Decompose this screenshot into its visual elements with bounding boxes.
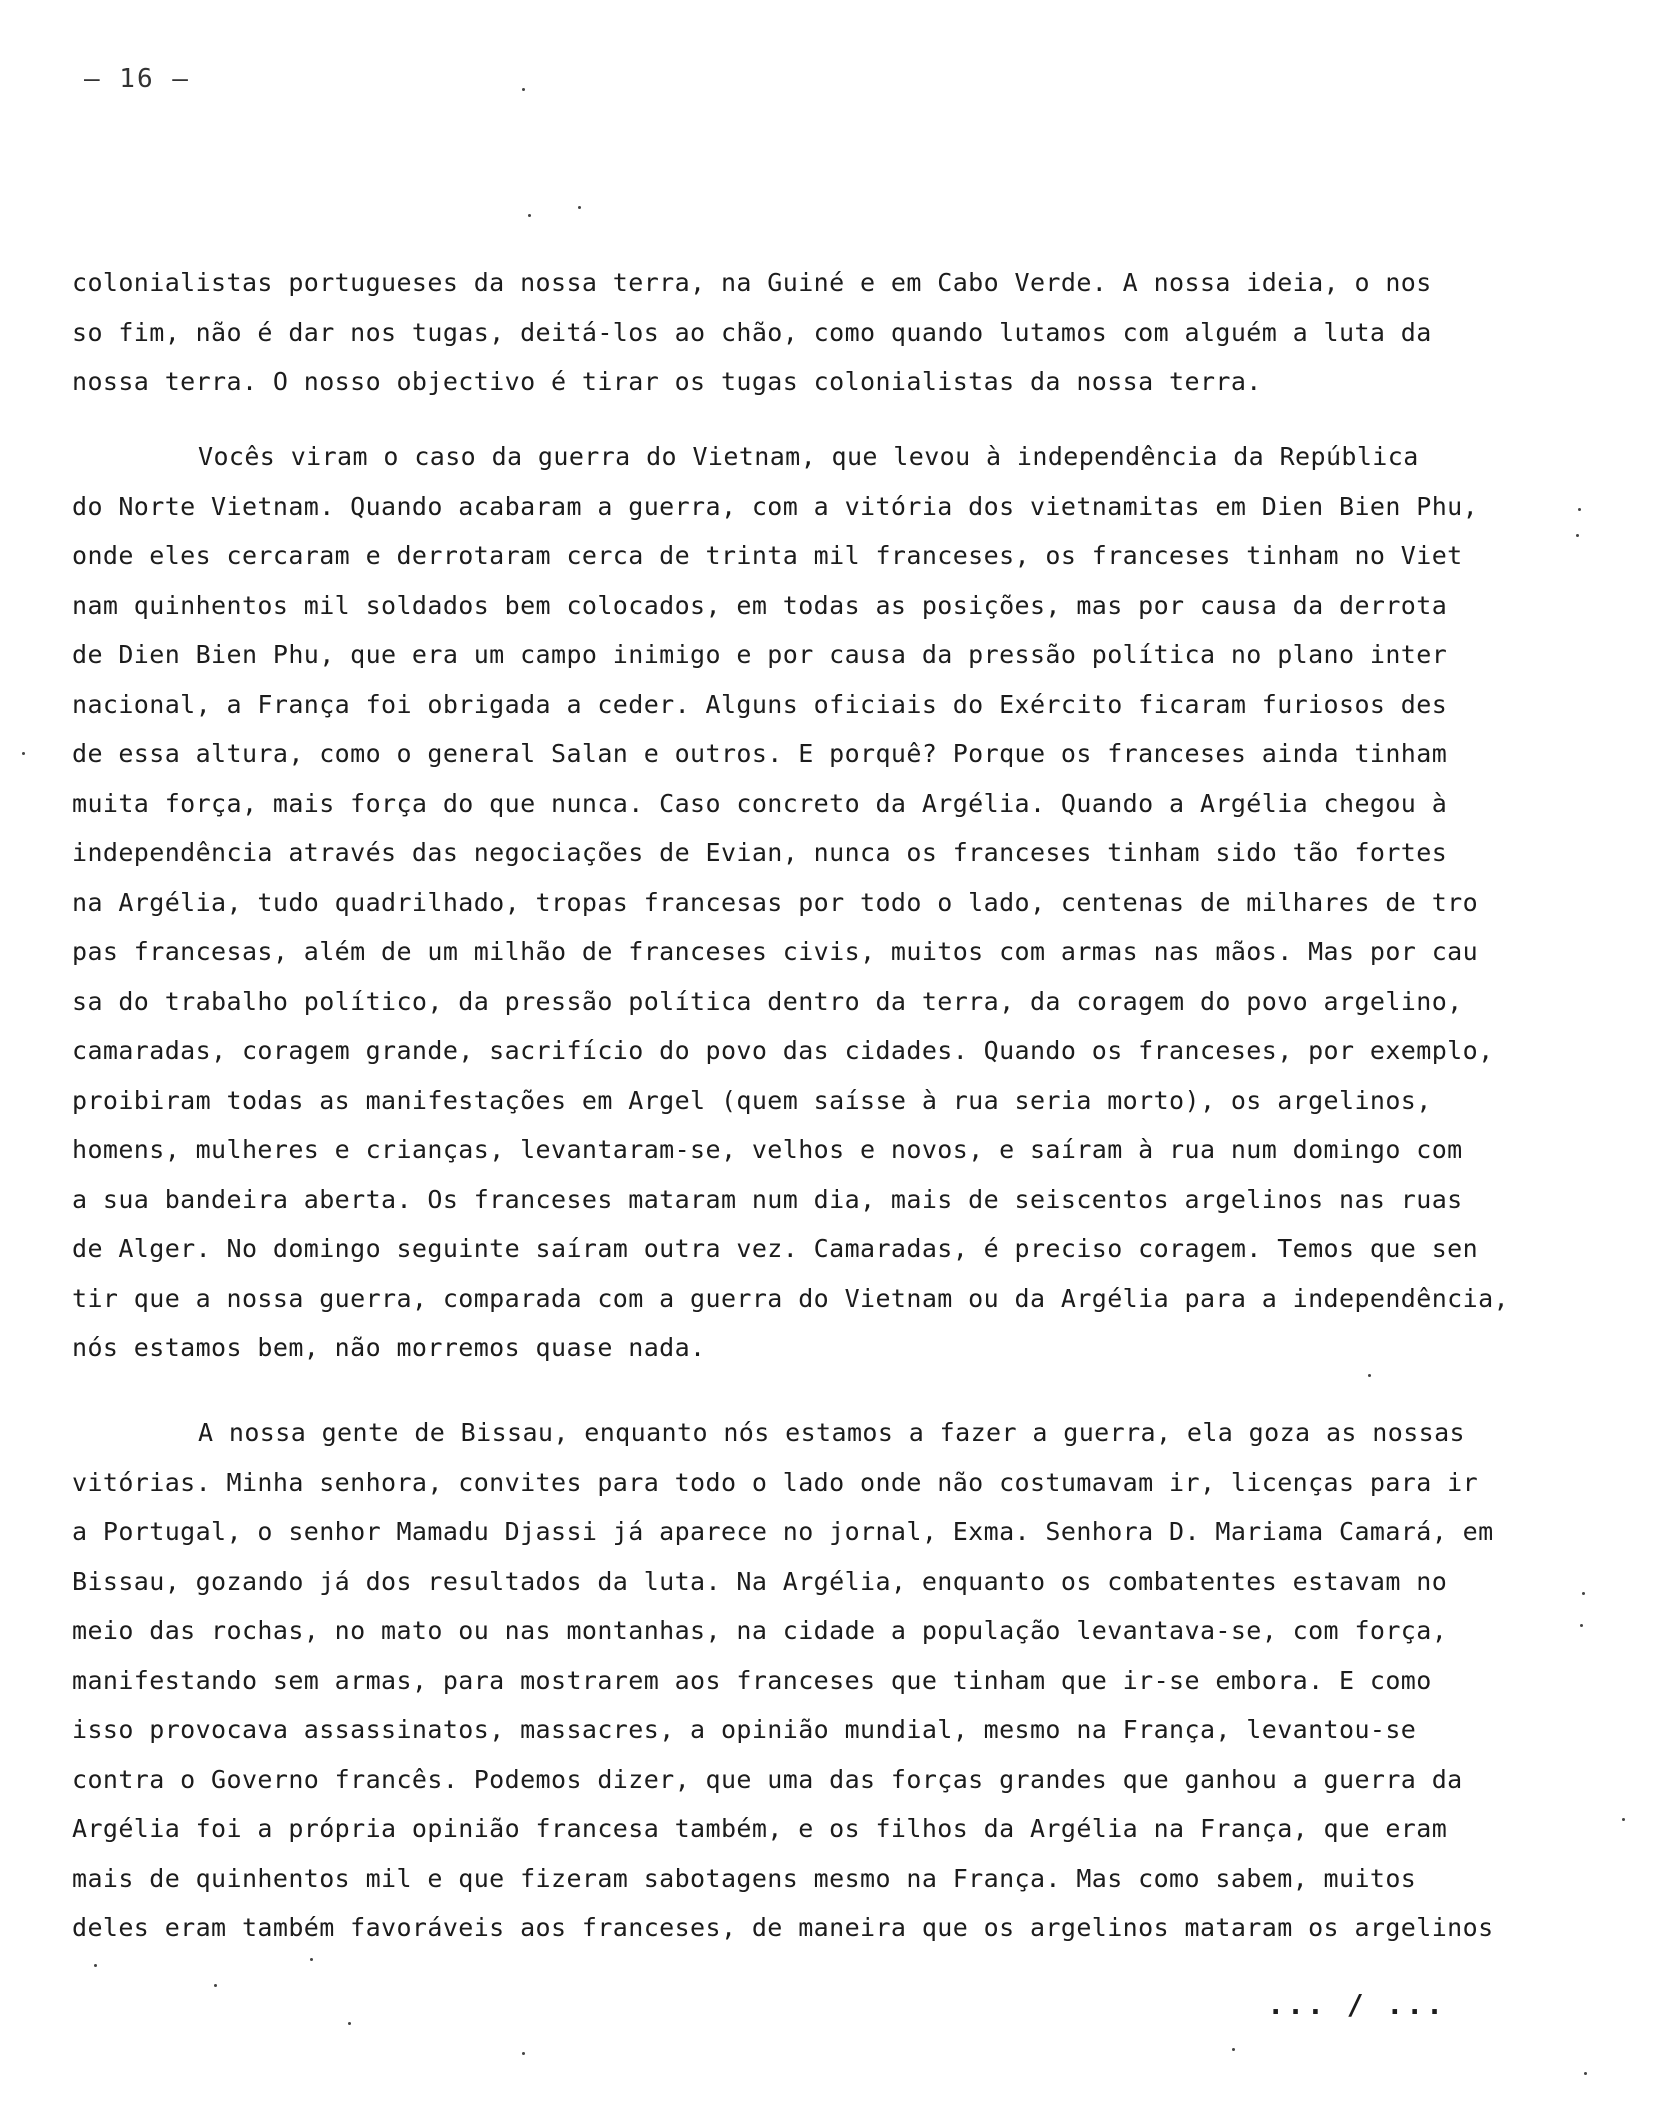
- paragraph-line: contra o Governo francês. Podemos dizer, que uma das forças grandes que ganhou a guerra da: [72, 1764, 1463, 1794]
- paragraph-line: vitórias. Minha senhora, convites para todo o lado onde não costumavam ir, licenças para ir: [72, 1467, 1479, 1497]
- paragraph-line: A nossa gente de Bissau, enquanto nós estamos a fazer a guerra, ela goza as nossas: [198, 1418, 1466, 1447]
- paragraph-line: tir que a nossa guerra, comparada com a guerra do Vietnam ou da Argélia para a independência,: [72, 1283, 1509, 1313]
- paragraph-line: do Norte Vietnam. Quando acabaram a guerra, com a vitória dos vietnamitas em Dien Bien Phu,: [72, 491, 1479, 521]
- scan-speck: [578, 206, 581, 209]
- scan-speck: [522, 2052, 525, 2055]
- paragraph-line: a Portugal, o senhor Mamadu Djassi já aparece no jornal, Exma. Senhora D. Mariama Camará, em: [72, 1517, 1494, 1546]
- scan-speck: [522, 88, 525, 91]
- paragraph-line: a sua bandeira aberta. Os franceses mataram num dia, mais de seiscentos argelinos nas ruas: [72, 1184, 1463, 1214]
- paragraph-line: nacional, a França foi obrigada a ceder. Alguns oficiais do Exército ficaram furiosos des: [72, 689, 1448, 719]
- scan-speck: [1584, 2072, 1587, 2075]
- scan-speck: [1580, 1624, 1583, 1627]
- page-number: – 16 –: [84, 64, 190, 94]
- paragraph-line: isso provocava assassinatos, massacres, a opinião mundial, mesmo na França, levantou-se: [72, 1715, 1417, 1744]
- paragraph-line: pas francesas, além de um milhão de franceses civis, muitos com armas nas mãos. Mas por cau: [72, 937, 1479, 966]
- scan-speck: [348, 2022, 351, 2025]
- paragraph-line: de Alger. No domingo seguinte saíram outra vez. Camaradas, é preciso coragem. Temos que sen: [72, 1234, 1479, 1263]
- paragraph-1: [72, 258, 1512, 407]
- paragraph-2: [72, 432, 1512, 1373]
- scan-speck: [310, 1958, 313, 1961]
- scan-speck: [1232, 2048, 1235, 2051]
- scan-speck: [528, 214, 531, 217]
- paragraph-line: camaradas, coragem grande, sacrifício do povo das cidades. Quando os franceses, por exemplo,: [72, 1036, 1494, 1065]
- paragraph-line: Bissau, gozando já dos resultados da luta. Na Argélia, enquanto os combatentes estavam no: [72, 1566, 1448, 1596]
- paragraph-3: [72, 1408, 1512, 1953]
- paragraph-line: meio das rochas, no mato ou nas montanhas, na cidade a população levantava-se, com força,: [72, 1616, 1448, 1645]
- paragraph-line: na Argélia, tudo quadrilhado, tropas francesas por todo o lado, centenas de milhares de tro: [72, 887, 1479, 917]
- paragraph-line: nam quinhentos mil soldados bem colocados, em todas as posições, mas por causa da derrota: [72, 590, 1448, 620]
- paragraph-line: sa do trabalho político, da pressão política dentro da terra, da coragem do povo argelino,: [72, 986, 1463, 1016]
- paragraph-line: Argélia foi a própria opinião francesa também, e os filhos da Argélia na França, que eram: [72, 1814, 1448, 1843]
- paragraph-line: onde eles cercaram e derrotaram cerca de trinta mil franceses, os franceses tinham no Viet: [72, 541, 1463, 570]
- scan-speck: [214, 1984, 217, 1987]
- paragraph-line: colonialistas portugueses da nossa terra, na Guiné e em Cabo Verde. A nossa ideia, o nos: [72, 268, 1432, 297]
- scan-speck: [1622, 1818, 1625, 1821]
- paragraph-line: homens, mulheres e crianças, levantaram-se, velhos e novos, e saíram à rua num domingo com: [72, 1135, 1463, 1164]
- paragraph-line: Vocês viram o caso da guerra do Vietnam, que levou à independência da República: [198, 442, 1419, 471]
- scan-speck: [1576, 534, 1579, 537]
- paragraph-line: nós estamos bem, não morremos quase nada.: [72, 1333, 706, 1362]
- scan-speck: [94, 1964, 97, 1967]
- paragraph-line: nossa terra. O nosso objectivo é tirar os tugas colonialistas da nossa terra.: [72, 367, 1262, 396]
- paragraph-line: de essa altura, como o general Salan e outros. E porquê? Porque os franceses ainda tinham: [72, 739, 1448, 768]
- scan-speck: [1368, 1374, 1371, 1377]
- scan-speck: [22, 752, 25, 755]
- paragraph-line: muita força, mais força do que nunca. Caso concreto da Argélia. Quando a Argélia chegou à: [72, 788, 1448, 818]
- paragraph-line: mais de quinhentos mil e que fizeram sabotagens mesmo na França. Mas como sabem, muitos: [72, 1863, 1417, 1893]
- paragraph-line: so fim, não é dar nos tugas, deitá-los ao chão, como quando lutamos com alguém a luta da: [72, 317, 1432, 347]
- paragraph-line: manifestando sem armas, para mostrarem aos franceses que tinham que ir-se embora. E como: [72, 1665, 1432, 1695]
- paragraph-line: de Dien Bien Phu, que era um campo inimigo e por causa da pressão política no plano inter: [72, 640, 1448, 669]
- scan-speck: [1582, 1592, 1585, 1595]
- paragraph-line: deles eram também favoráveis aos franceses, de maneira que os argelinos mataram os argelinos: [72, 1913, 1494, 1942]
- scan-speck: [1578, 508, 1581, 511]
- paragraph-line: independência através das negociações de Evian, nunca os franceses tinham sido tão fortes: [72, 838, 1448, 867]
- paragraph-line: proibiram todas as manifestações em Argel (quem saísse à rua seria morto), os argelinos,: [72, 1085, 1432, 1115]
- continuation-mark: ... / ...: [1267, 1988, 1446, 2021]
